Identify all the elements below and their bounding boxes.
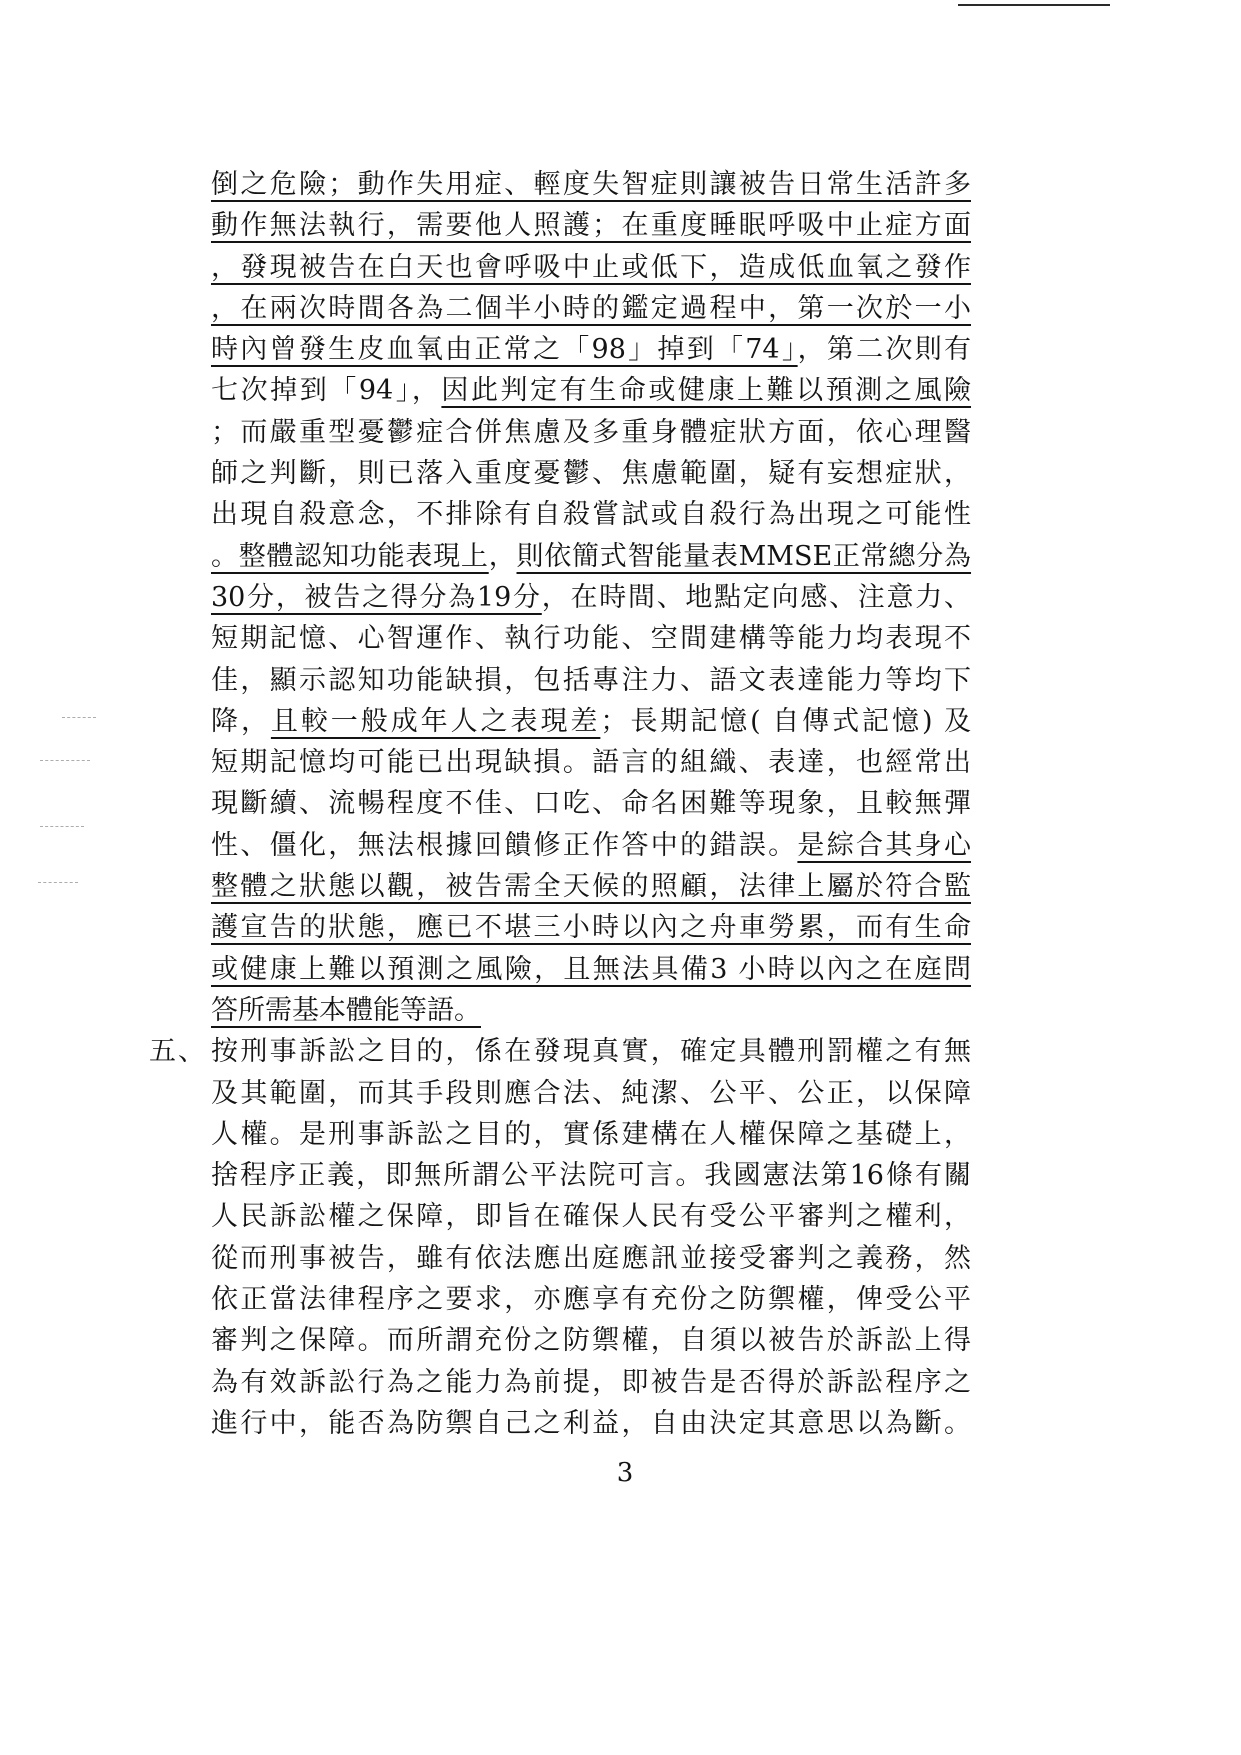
text-line [211,1114,971,1155]
text-segment: 短期記憶、心智運作、執行功能、空間建構等能力均表現不 [211,623,971,655]
text-segment: ；而嚴重型憂鬱症合併焦慮及多重身體症狀方面，依心理醫 [211,416,971,448]
text-line [211,1196,971,1237]
text-segment: 師之判斷，則已落入重度憂鬱、焦慮範圍，疑有妄想症狀， [211,458,971,490]
underlined-text: 。整體認知功能表現上 [211,540,489,572]
text-segment: 性、僵化，無法根據回饋修正作答中的錯誤。 [211,829,798,861]
text-segment: 人權。是刑事訴訟之目的，實係建構在人權保障之基礎上， [211,1118,971,1150]
text-line [211,949,971,990]
scan-artifact [40,760,90,761]
underlined-text: 倒之危險；動作失用症、輕度失智症則讓被告日常生活許多 [211,169,971,200]
underlined-text: 動作無法執行，需要他人照護；在重度睡眠呼吸中止症方面 [211,210,971,242]
text-segment: 人民訴訟權之保障，即旨在確保人民有受公平審判之權利， [211,1201,971,1233]
text-segment: 捨程序正義，即無所謂公平法院可言。我國憲法第16條有關 [211,1160,971,1192]
text-line [211,412,971,453]
text-line [211,783,971,824]
underlined-text: ，在兩次時間各為二個半小時的鑑定過程中，第一次於一小 [211,292,971,324]
text-line [211,701,971,742]
text-segment: 從而刑事被告，雖有依法應出庭應訊並接受審判之義務，然 [211,1242,971,1274]
underlined-text: 30分，被告之得分為19分 [211,581,542,613]
text-line [211,1320,971,1361]
text-line [211,1155,971,1196]
text-segment: 審判之保障。而所謂充份之防禦權，自須以被告於訴訟上得 [211,1325,971,1357]
text-line [211,164,971,205]
text-segment: 進行中，能否為防禦自己之利益，自由決定其意思以為斷。 [211,1407,971,1439]
text-segment: 現斷續、流暢程度不佳、口吃、命名困難等現象，且較無彈 [211,788,971,820]
text-line [211,494,971,535]
underlined-text: 答所需基本體能等語。 [211,994,481,1026]
underlined-text: 或健康上難以預測之風險，且無法具備3 小時以內之在庭問 [211,953,971,985]
text-segment: 按刑事訴訟之目的，係在發現真實，確定具體刑罰權之有無 [211,1036,971,1068]
text-line [211,866,971,907]
underlined-text: 因此判定有生命或健康上難以預測之風險 [441,375,972,407]
underlined-text: 時內曾發生皮血氧由正常之「98」掉到「74」 [211,334,798,366]
underlined-text: 護宣告的狀態，應已不堪三小時以內之舟車勞累，而有生命 [211,912,971,944]
text-line [211,205,971,246]
text-segment: 依正當法律程序之要求，亦應享有充份之防禦權，俾受公平 [211,1284,971,1316]
text-segment: ，第二次則有 [797,334,971,366]
section-five [149,1031,971,1444]
text-line [211,660,971,701]
text-line [211,370,971,411]
text-segment: 七次掉到「94」， [211,375,442,407]
section-marker: 五、 [149,1036,207,1068]
scan-artifact [38,882,78,883]
underlined-text: 整體之狀態以觀，被告需全天候的照顧，法律上屬於符合監 [211,871,971,903]
text-line [211,536,971,577]
scan-artifact [62,717,96,718]
text-line [211,288,971,329]
text-line [211,907,971,948]
underlined-text: ，發現被告在白天也會呼吸中止或低下，造成低血氧之發作 [211,251,971,283]
underlined-text: 且較一般成年人之表現差 [270,705,601,737]
continuation-paragraph [149,164,972,1444]
text-line [211,329,971,370]
text-segment: ， [488,540,517,572]
underlined-text: 是綜合其身心 [797,829,972,861]
text-line [211,618,971,659]
text-line [211,1279,971,1320]
text-line [211,1403,971,1444]
text-line [211,990,971,1031]
text-segment: 降， [211,705,271,737]
text-line [211,577,971,618]
text-line [211,742,971,783]
text-segment: 出現自殺意念，不排除有自殺嘗試或自殺行為出現之可能性 [211,499,971,531]
text-segment: 短期記憶均可能已出現缺損。語言的組織、表達，也經常出 [211,747,971,779]
text-segment: 佳，顯示認知功能缺損，包括專注力、語文表達能力等均下 [211,664,971,696]
text-segment: 及其範圍，而其手段則應合法、純潔、公平、公正，以保障 [211,1077,971,1109]
page-number: 3 [616,1458,634,1488]
text-segment: ；長期記憶( 自傳式記憶) 及 [600,705,972,737]
text-line [211,453,971,494]
text-line [149,1031,971,1072]
text-line [211,1362,971,1403]
scan-edge-rule [958,4,1110,6]
text-line [211,1073,971,1114]
text-line [211,1238,971,1279]
text-line [211,825,971,866]
text-line [211,247,971,288]
text-segment: ，在時間、地點定向感、注意力、 [541,581,972,613]
text-segment: 為有效訴訟行為之能力為前提，即被告是否得於訴訟程序之 [211,1366,971,1398]
underlined-text: 則依簡式智能量表MMSE正常總分為 [516,540,972,572]
scan-artifact [40,826,84,827]
